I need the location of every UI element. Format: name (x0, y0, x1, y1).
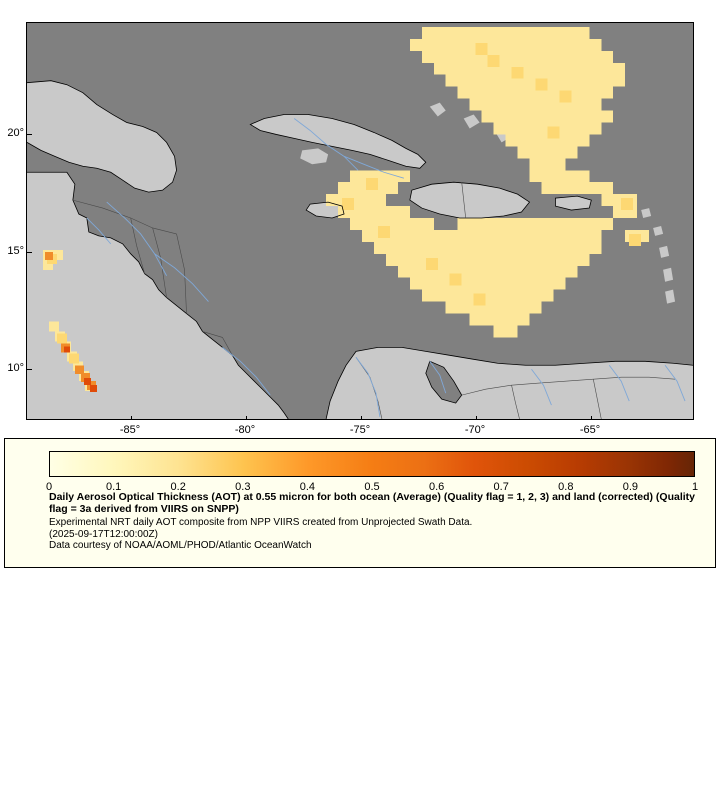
lat-label-10: 10° (7, 362, 24, 374)
colorbar-tick-0: 0 (45, 481, 53, 493)
legend-panel (4, 438, 716, 568)
colorbar-tick-3: 0.3 (235, 481, 251, 493)
lat-tick-20 (27, 134, 32, 135)
lon-tick-75 (361, 416, 362, 420)
colorbar-tick-1: 0.1 (105, 481, 122, 493)
lon-tick-80 (246, 416, 247, 420)
legend-subtitle-line2: (2025-09-17T12:00:00Z) (49, 528, 158, 540)
lon-label-70: -70° (464, 424, 486, 436)
legend-title-line2: 2, 3) and land (corrected) (Quality flag = 3a derived from VIIRS on SNPP) (49, 491, 696, 515)
lat-label-20: 20° (7, 127, 24, 139)
legend-title (49, 491, 709, 515)
legend-text-block (49, 491, 709, 552)
colorbar-tick-8: 0.8 (558, 481, 574, 493)
legend-attribution: Data courtesy of NOAA/AOML/PHOD/Atlantic OceanWatch (49, 540, 312, 551)
colorbar-tick-6: 0.6 (428, 481, 445, 493)
lon-label-75: -75° (349, 424, 371, 436)
lat-tick-10 (27, 369, 32, 370)
legend-title-line1: Daily Aerosol Optical Thickness (AOT) at 0.55 micron for both ocean (Average) (Quality flag = 1, (49, 491, 526, 503)
colorbar-tick-9: 0.9 (622, 481, 639, 493)
lat-label-15: 15° (7, 245, 24, 257)
colorbar-wrap (45, 451, 699, 493)
lon-label-80: -80° (234, 424, 256, 436)
colorbar-tick-7: 0.7 (493, 481, 509, 493)
map-panel[interactable] (26, 22, 694, 420)
lon-label-85: -85° (119, 424, 141, 436)
lon-tick-70 (476, 416, 477, 420)
aot-colorbar (49, 451, 695, 477)
colorbar-tick-5: 0.5 (364, 481, 380, 493)
map-canvas[interactable] (27, 23, 693, 419)
lat-tick-15 (27, 252, 32, 253)
lon-tick-85 (131, 416, 132, 420)
legend-subtitle-line1: Experimental NRT daily AOT composite from NPP VIIRS created from Unprojected Swath Data. (49, 517, 473, 528)
lon-tick-65 (591, 416, 592, 420)
lon-label-65: -65° (579, 424, 601, 436)
colorbar-tick-2: 0.2 (170, 481, 186, 493)
colorbar-tick-10: 1 (691, 481, 699, 493)
colorbar-tick-4: 0.4 (299, 481, 316, 493)
